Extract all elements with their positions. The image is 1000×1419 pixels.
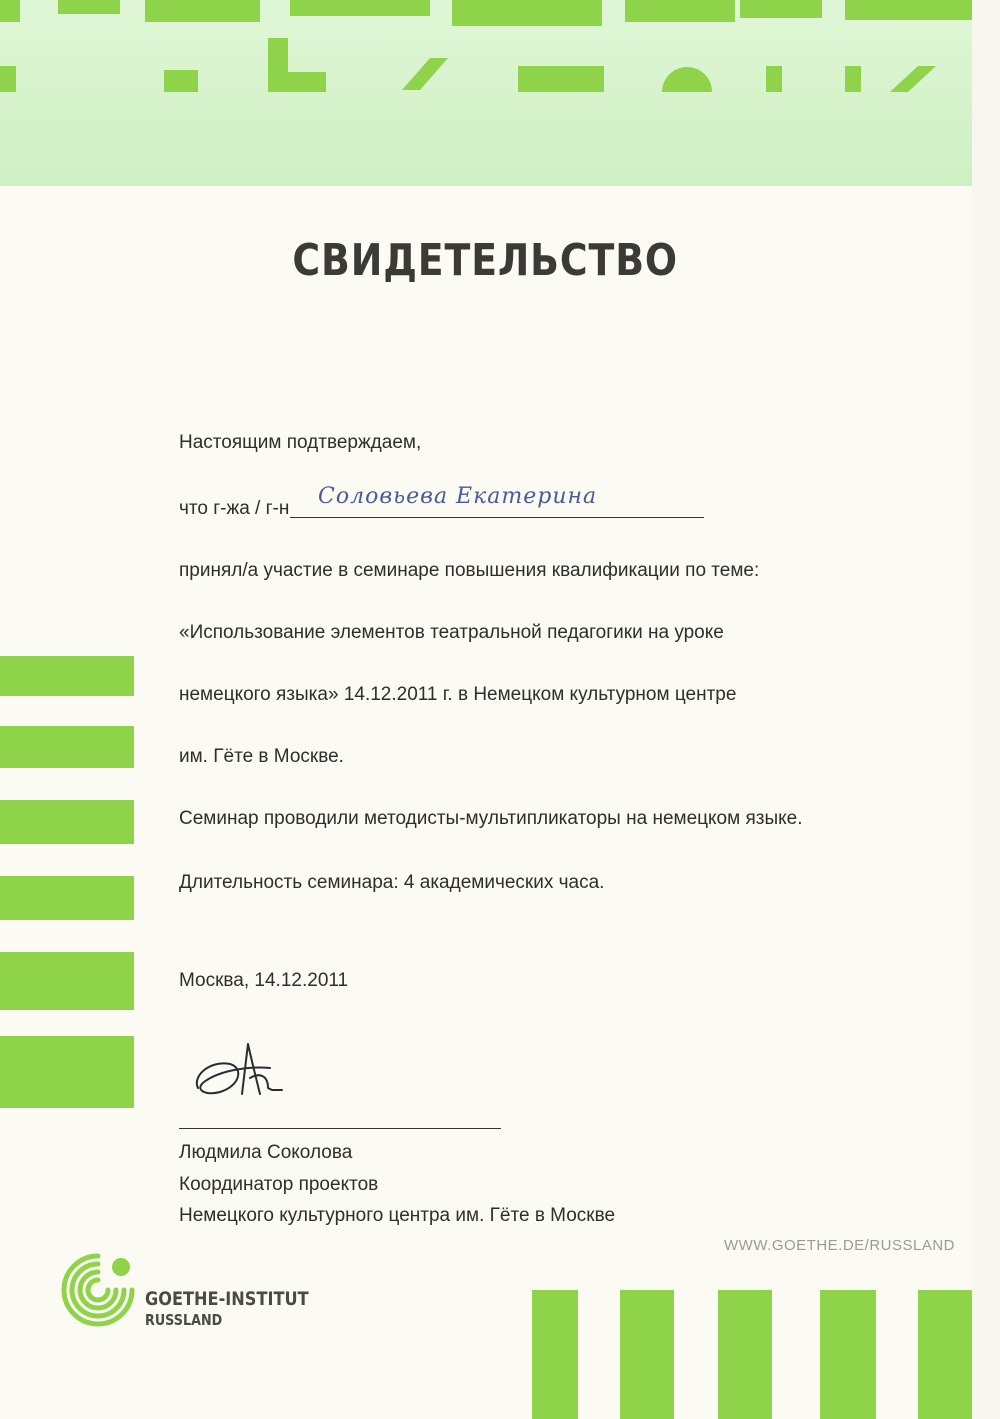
logo-name: GOETHE-INSTITUT: [145, 1288, 309, 1310]
decorative-letters-art: [0, 0, 972, 186]
left-stripe: [0, 876, 134, 920]
recipient-name-field: [290, 486, 704, 518]
logo-subtitle: RUSSLAND: [145, 1311, 223, 1329]
signatory-organization: Немецкого культурного центра им. Гёте в Москве: [179, 1205, 616, 1226]
website-url: WWW.GOETHE.DE/RUSSLAND: [724, 1237, 956, 1254]
left-stripe: [0, 952, 134, 1010]
signatory-name: Людмила Соколова: [179, 1142, 353, 1163]
bottom-bar: [820, 1290, 876, 1419]
left-stripe: [0, 1036, 134, 1108]
bottom-bar: [532, 1290, 578, 1419]
duration-text: Длительность семинара: 4 академических часа.: [179, 872, 605, 893]
participation-text: принял/а участие в семинаре повышения квалификации по теме:: [179, 560, 760, 581]
left-stripe: [0, 726, 134, 768]
topic-line-3: им. Гёте в Москве.: [179, 746, 344, 767]
topic-line-1: «Использование элементов театральной педагогики на уроке: [179, 622, 724, 643]
goethe-spiral-icon: [58, 1250, 138, 1330]
certificate-title: СВИДЕТЕЛЬСТВО: [292, 235, 678, 286]
place-date-text: Москва, 14.12.2011: [179, 970, 349, 991]
top-decorative-band: [0, 0, 972, 186]
conducted-by-text: Семинар проводили методисты-мультипликаторы на немецком языке.: [179, 808, 803, 829]
topic-line-2: немецкого языка» 14.12.2011 г. в Немецком культурном центре: [179, 684, 737, 705]
left-stripe: [0, 800, 134, 844]
scan-edge: [972, 0, 1000, 1419]
recipient-name-underline: [290, 517, 704, 518]
recipient-name-handwritten: Соловьева Екатерина: [318, 484, 598, 509]
intro-text: Настоящим подтверждаем,: [179, 432, 422, 453]
bottom-bar: [620, 1290, 674, 1419]
signature-line: [179, 1128, 501, 1129]
left-stripe: [0, 656, 134, 696]
recipient-prefix: что г-жа / г-н: [179, 498, 290, 519]
signatory-position: Координатор проектов: [179, 1174, 379, 1195]
bottom-bar: [718, 1290, 772, 1419]
bottom-bar: [918, 1290, 972, 1419]
handwritten-signature: [190, 1038, 300, 1108]
